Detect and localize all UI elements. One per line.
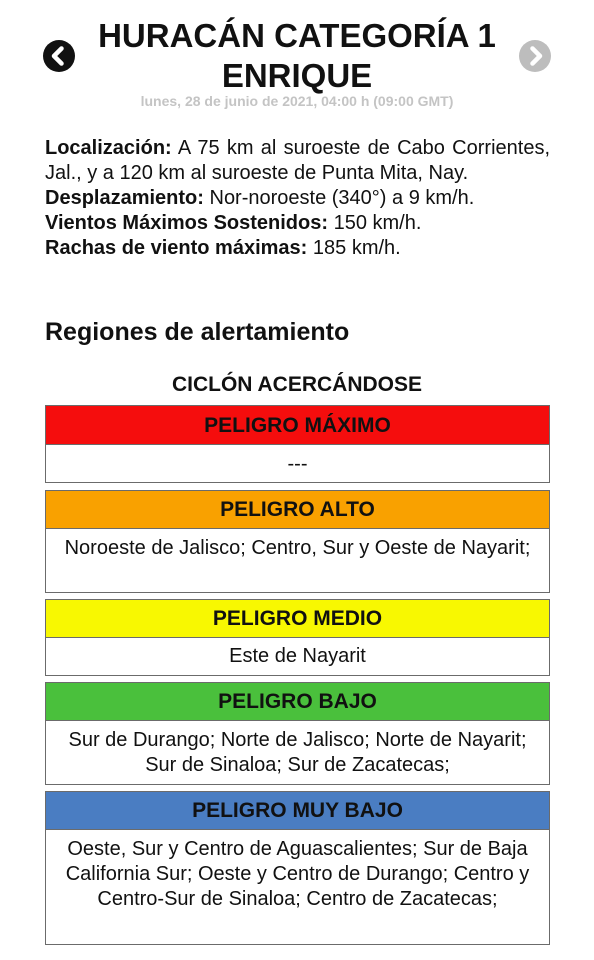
page-title-line1: HURACÁN CATEGORÍA 1 (98, 17, 496, 54)
alert-areas: Este de Nayarit (229, 645, 366, 667)
alert-areas: Oeste, Sur y Centro de Aguascalientes; Sur de Baja California Sur; Oeste y Centro de Durango; Centro y Centro-Sur de Sinaloa; Centro de Zacatecas; (65, 838, 530, 910)
regions-title: Regiones de alertamiento (45, 318, 350, 346)
alert-areas: Sur de Durango; Norte de Jalisco; Norte de Nayarit; Sur de Sinaloa; Sur de Zacatecas; (68, 729, 527, 776)
winds-line (45, 211, 550, 236)
cyclone-status: CICLÓN ACERCÁNDOSE (171, 373, 423, 396)
alert-card-maximo (45, 405, 550, 483)
storm-info (45, 136, 550, 261)
chevron-right-icon (519, 40, 551, 72)
alert-level-label: PELIGRO MEDIO (46, 600, 549, 638)
alert-card-muy-bajo (45, 791, 550, 945)
winds-label: Vientos Máximos Sostenidos: (45, 212, 329, 234)
alert-level-label: PELIGRO MUY BAJO (46, 792, 549, 830)
alert-card-medio (45, 599, 550, 676)
alert-card-bajo (45, 682, 550, 785)
alert-level-label: PELIGRO ALTO (46, 491, 549, 529)
gusts-value: 185 km/h. (307, 237, 401, 259)
location-label: Localización: (45, 137, 172, 159)
header (0, 14, 594, 94)
winds-value: 150 km/h. (328, 212, 422, 234)
bulletin-date: lunes, 28 de junio de 2021, 04:00 h (09:00 GMT) (140, 93, 454, 109)
gusts-label: Rachas de viento máximas: (45, 237, 308, 259)
alert-areas: --- (287, 453, 308, 475)
alert-areas: Noroeste de Jalisco; Centro, Sur y Oeste de Nayarit; (64, 537, 531, 559)
page-title-line2: ENRIQUE (221, 57, 373, 94)
alert-level-label: PELIGRO BAJO (46, 683, 549, 721)
alert-level-label: PELIGRO MÁXIMO (46, 406, 549, 445)
movement-line (45, 186, 550, 211)
next-button[interactable] (519, 40, 551, 72)
location-line (45, 136, 550, 186)
gusts-line (45, 236, 550, 261)
movement-value: Nor-noroeste (340°) a 9 km/h. (203, 187, 475, 209)
location-value: A 75 km al suroeste de Cabo Corrientes, Jal., y a 120 km al suroeste de Punta Mita, Nay. (45, 137, 550, 184)
alert-card-alto (45, 490, 550, 593)
movement-label: Desplazamiento: (45, 187, 204, 209)
